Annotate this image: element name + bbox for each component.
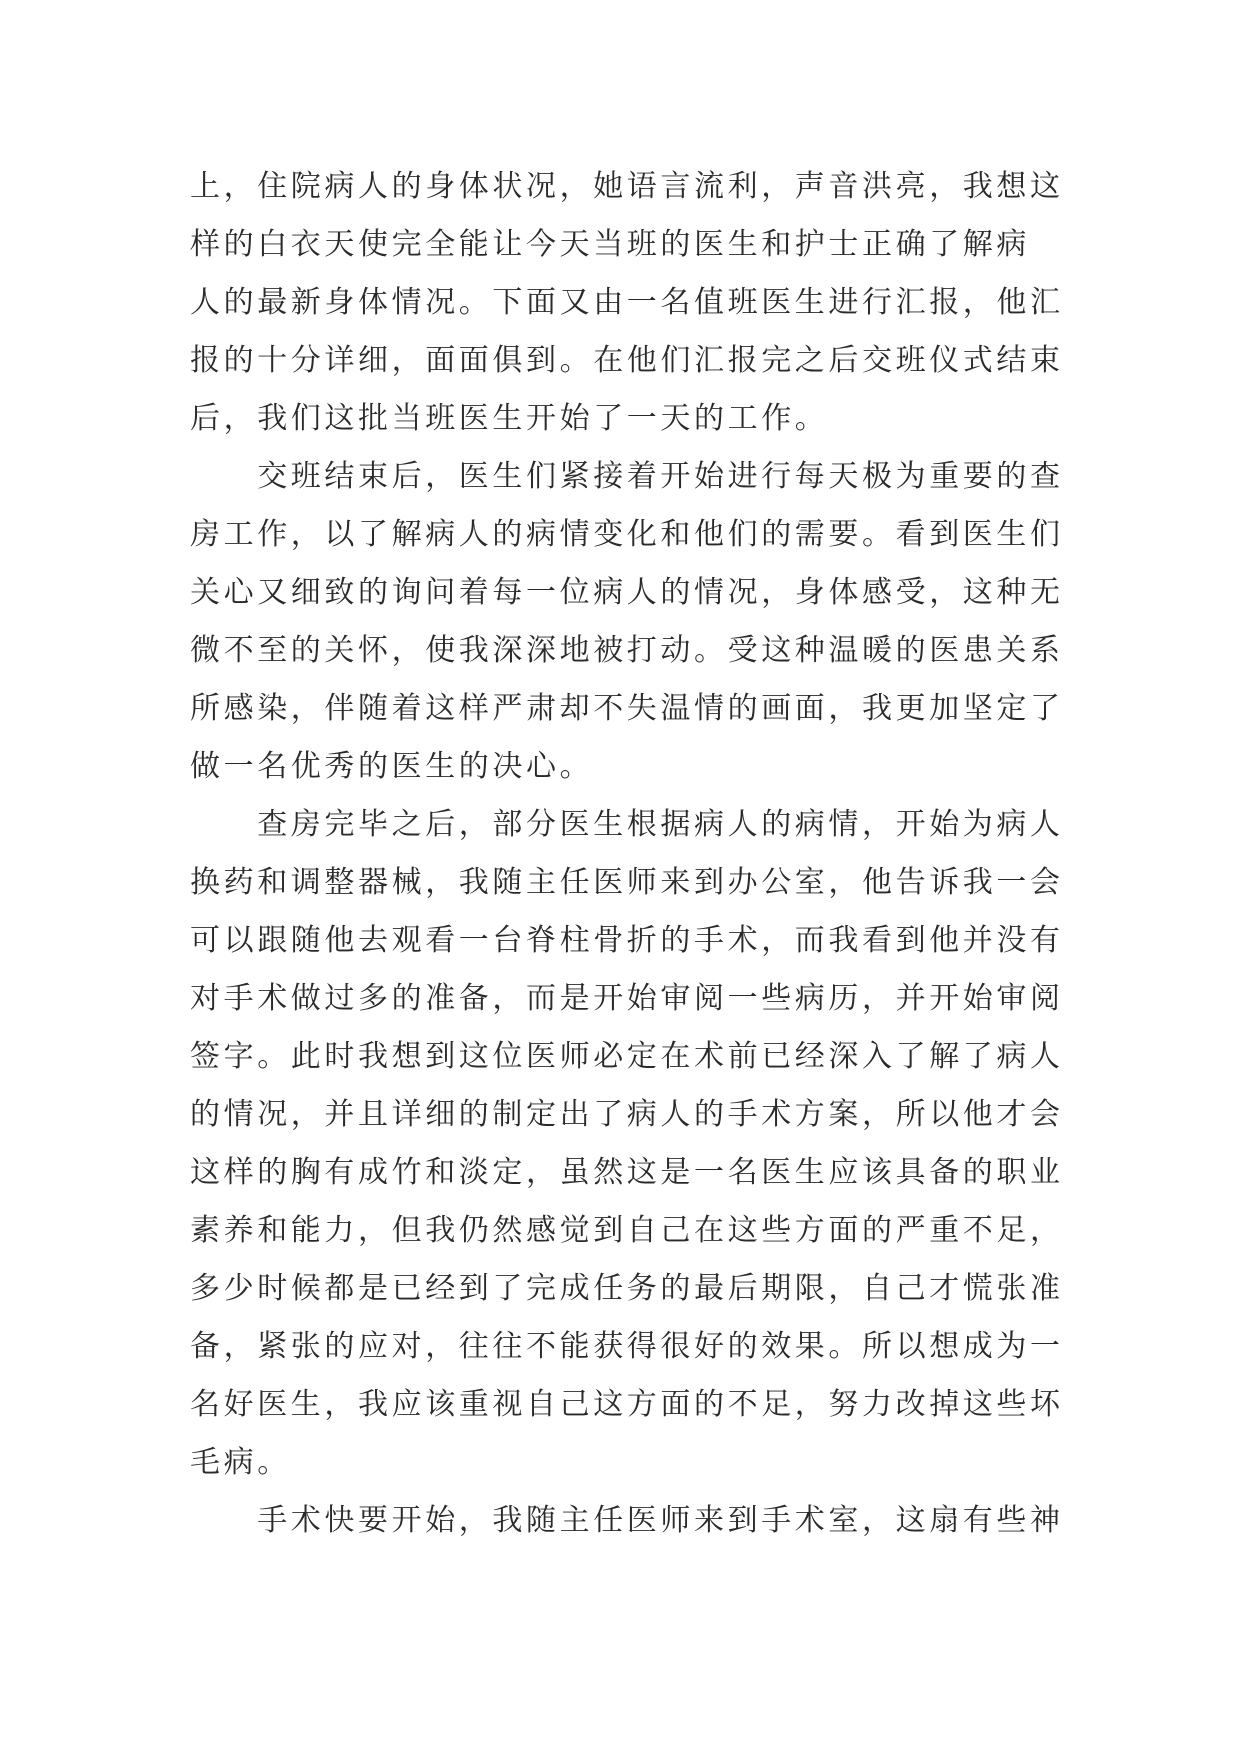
text-line: 名好医生，我应该重视自己这方面的不足，努力改掉这些坏 — [190, 1387, 1064, 1422]
text-line: 人的最新身体情况。下面又由一名值班医生进行汇报，他汇 — [190, 285, 1064, 320]
text-line: 微不至的关怀，使我深深地被打动。受这种温暖的医患关系 — [190, 633, 1064, 668]
text-line: 备，紧张的应对，往往不能获得很好的效果。所以想成为一 — [190, 1329, 1064, 1364]
text-line: 后，我们这批当班医生开始了一天的工作。 — [190, 401, 829, 436]
text-line: 换药和调整器械，我随主任医师来到办公室，他告诉我一会 — [190, 865, 1064, 900]
text-line: 关心又细致的询问着每一位病人的情况，身体感受，这种无 — [190, 575, 1064, 610]
text-line: 素养和能力，但我仍然感觉到自己在这些方面的严重不足， — [190, 1213, 1064, 1248]
document-body — [190, 158, 1064, 1550]
text-line: 毛病。 — [190, 1445, 291, 1480]
text-line: 的情况，并且详细的制定出了病人的手术方案，所以他才会 — [190, 1097, 1064, 1132]
text-line: 查房完毕之后，部分医生根据病人的病情，开始为病人 — [190, 807, 1064, 842]
text-line: 签字。此时我想到这位医师必定在术前已经深入了解了病人 — [190, 1039, 1064, 1074]
text-line: 可以跟随他去观看一台脊柱骨折的手术，而我看到他并没有 — [190, 923, 1064, 958]
text-line: 手术快要开始，我随主任医师来到手术室，这扇有些神 — [190, 1503, 1064, 1538]
text-line: 多少时候都是已经到了完成任务的最后期限，自己才慌张准 — [190, 1271, 1064, 1306]
text-line: 这样的胸有成竹和淡定，虽然这是一名医生应该具备的职业 — [190, 1155, 1064, 1190]
text-line: 交班结束后，医生们紧接着开始进行每天极为重要的查 — [190, 459, 1064, 494]
text-line: 做一名优秀的医生的决心。 — [190, 749, 594, 784]
text-line: 报的十分详细，面面俱到。在他们汇报完之后交班仪式结束 — [190, 343, 1064, 378]
text-line: 房工作，以了解病人的病情变化和他们的需要。看到医生们 — [190, 517, 1064, 552]
text-line: 样的白衣天使完全能让今天当班的医生和护士正确了解病 — [190, 227, 1030, 262]
text-line: 所感染，伴随着这样严肃却不失温情的画面，我更加坚定了 — [190, 691, 1064, 726]
text-line: 对手术做过多的准备，而是开始审阅一些病历，并开始审阅 — [190, 981, 1064, 1016]
text-line: 上，住院病人的身体状况，她语言流利，声音洪亮，我想这 — [190, 169, 1064, 204]
